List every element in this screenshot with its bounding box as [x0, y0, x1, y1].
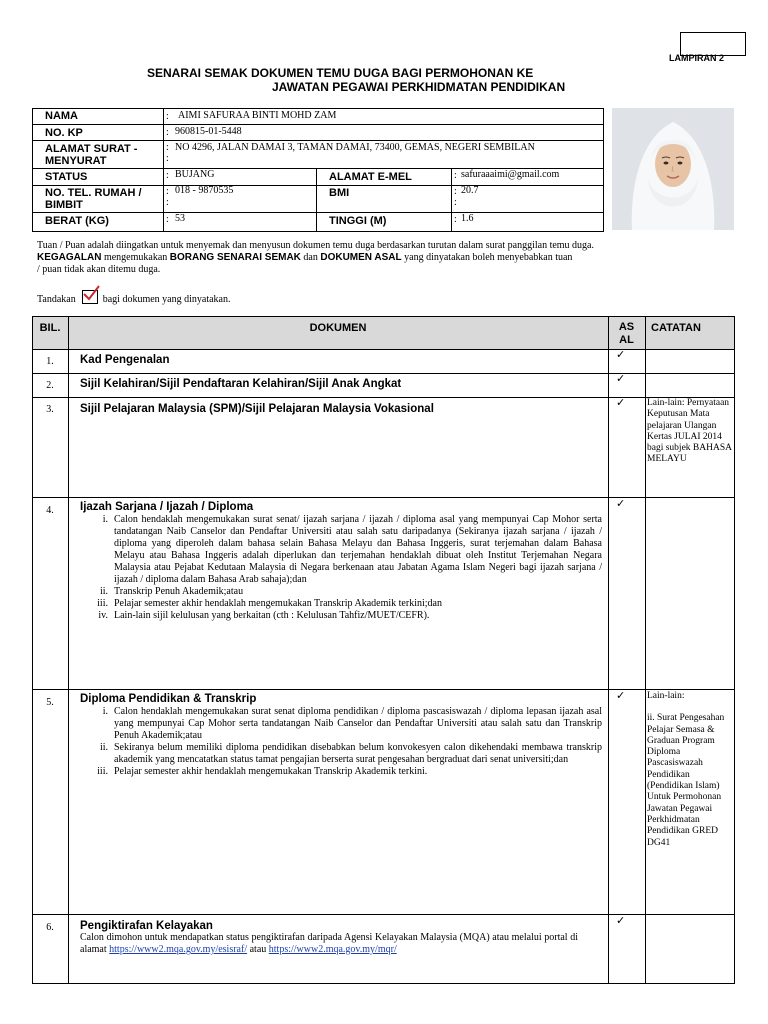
colon: :: [454, 214, 457, 225]
alamat-value: NO 4296, JALAN DAMAI 3, TAMAN DAMAI, 73400, GEMAS, NEGERI SEMBILAN: [175, 142, 535, 153]
row-title: Sijil Kelahiran/Sijil Pendaftaran Kelahiran/Sijil Anak Angkat: [80, 378, 402, 390]
catatan-note: Lain-lain: ii. Surat Pengesahan Pelajar Semasa & Graduan Program Diploma Pascasiswazah Pendidikan (Pendidikan Islam) Untuk Permohonan Jawatan Pegawai Perkhidmatan Pendidikan GRED DG41: [647, 691, 725, 848]
status-value: BUJANG: [175, 169, 215, 180]
catatan-note: Lain-lain: Pernyataan Keputusan Mata pelajaran Ulangan Kertas JULAI 2014 bagi subjek BAHASA MELAYU: [647, 398, 732, 465]
colon: : :: [166, 186, 169, 208]
list-item: ii. Transkrip Penuh Akademik;atau: [99, 586, 244, 597]
tinggi-value: 1.6: [461, 213, 474, 224]
col-header-catatan: CATATAN: [651, 322, 701, 334]
row-number: 6.: [46, 922, 54, 933]
tick-icon: ✓: [616, 914, 626, 927]
applicant-photo: [612, 108, 734, 230]
intro-line1: Tuan / Puan adalah diingatkan untuk menyemak dan menyusun dokumen temu duga berdasarkan turutan dalam surat panggilan temu duga.: [37, 240, 594, 251]
tel-label: NO. TEL. RUMAH / BIMBIT: [45, 187, 142, 211]
checkbox-tick-icon: [82, 290, 98, 304]
row-number: 3.: [46, 404, 54, 415]
col-header-dokumen: DOKUMEN: [309, 322, 367, 334]
row-text: Calon dimohon untuk mendapatkan status pengiktirafan daripada Agensi Kelayakan Malaysia (MQA) atau melalui portal di alamat https://www2.mqa.gov.my/esisraf/ atau https://www2.mqa.gov.my/mqr/: [80, 932, 578, 955]
intro-paragraph: [37, 240, 737, 276]
list-item: ii. Sekiranya belum memiliki diploma pendidikan disebabkan belum konvokesyen calon dikehendaki membawa transkrip akademik yang mencatatkan status tamat pengajian berserta surat pengesahan bergraduat dari senat universiti;dan: [99, 742, 602, 765]
berat-label: BERAT (KG): [45, 215, 109, 227]
colon: :: [454, 170, 457, 181]
colon: :: [166, 170, 169, 181]
tinggi-label: TINGGI (M): [329, 215, 387, 227]
col-header-asal: AS AL: [618, 321, 635, 346]
colon: : :: [454, 186, 457, 208]
row-number: 2.: [46, 380, 54, 391]
row-content: [80, 920, 578, 956]
colon: :: [166, 214, 169, 225]
lampiran-label: LAMPIRAN 2: [669, 53, 725, 63]
mqa-mqr-link[interactable]: https://www2.mqa.gov.my/mqr/: [268, 944, 397, 955]
alamat-label: ALAMAT SURAT - MENYURAT: [45, 143, 138, 167]
status-label: STATUS: [45, 171, 88, 183]
colon: :: [166, 111, 169, 122]
row-title: Sijil Pelajaran Malaysia (SPM)/Sijil Pelajaran Malaysia Vokasional: [80, 403, 434, 415]
list-item: i. Calon hendaklah mengemukakan surat senat diploma pendidikan / diploma pascasiswazah / diploma lepasan ijazah asal yang mempunyai Cap Mohor serta tandatangan Naib Canselor dan Pendaftar Universiti atau salah satu dan Transkrip Penuh Akademik;atau: [102, 706, 602, 741]
nama-value: AIMI SAFURAA BINTI MOHD ZAM: [178, 110, 337, 121]
list-item: iii. Pelajar semester akhir hendaklah mengemukakan Transkrip Akademik terkini;dan: [97, 598, 442, 609]
tick-icon: ✓: [616, 396, 626, 409]
nama-label: NAMA: [45, 110, 78, 122]
list-item: iv. Lain-lain sijil kelulusan yang berkaitan (cth : Kelulusan Tahfiz/MUET/CEFR).: [98, 610, 430, 621]
colon: :: [166, 127, 169, 138]
bmi-label: BMI: [329, 187, 350, 199]
profile-table: [32, 108, 604, 232]
intro-line3: / puan tidak akan ditemu duga.: [37, 264, 161, 275]
tick-icon: ✓: [616, 372, 626, 385]
colon: : :: [166, 142, 169, 164]
page-title-line2: JAWATAN PEGAWAI PERKHIDMATAN PENDIDIKAN: [272, 80, 566, 94]
row-title: Kad Pengenalan: [80, 354, 170, 366]
berat-value: 53: [175, 213, 185, 224]
row-title: Pengiktirafan Kelayakan: [80, 920, 213, 932]
tick-icon: ✓: [616, 497, 626, 510]
intro-line2: KEGAGALAN mengemukakan BORANG SENARAI SEMAK dan DOKUMEN ASAL yang dinyatakan boleh menyebabkan tuan: [37, 252, 573, 263]
tel-value: 018 - 9870535: [175, 185, 234, 196]
list-item: iii. Pelajar semester akhir hendaklah mengemukakan Transkrip Akademik terkini.: [97, 766, 428, 777]
col-header-bil: BIL.: [39, 322, 61, 334]
tandakan-instruction: Tandakan bagi dokumen yang dinyatakan.: [37, 290, 230, 306]
nokp-value: 960815-01-5448: [175, 126, 242, 137]
row-title: Ijazah Sarjana / Ijazah / Diploma: [80, 501, 254, 513]
emel-label: ALAMAT E-MEL: [329, 171, 412, 183]
nokp-label: NO. KP: [45, 127, 83, 139]
row-content: [80, 693, 602, 778]
row-title: Diploma Pendidikan & Transkrip: [80, 693, 257, 705]
row-number: 4.: [46, 505, 54, 516]
list-item: i. Calon hendaklah mengemukakan surat senat/ ijazah sarjana / ijazah / diploma asal yang mempunyai Cap Mohor serta tandatangan Naib Canselor dan Pendaftar Universiti atau salah satu daripadanya (Sekiranya ijazah sarjana / ijazah / diploma yang diperoleh dalam bahasa selain Bahasa Melayu dan Bahasa Inggeris, surat terjemahan dalam Bahasa Melayu atau Bahasa Inggeris adalah diperlukan dan terjemahan hendaklah dibuat oleh Institut Terjemahan Negara Malaysia atau Pejabat Kedutaan Malaysia di Negara berkenaan atau Jabatan Agama Islam Negeri bagi ijazah sarjana / ijazah / diploma dalam Bahasa Arab sahaja);dan: [102, 514, 602, 585]
checklist-table: [32, 316, 735, 984]
tick-icon: ✓: [616, 689, 626, 702]
row-number: 5.: [46, 697, 54, 708]
mqa-esisraf-link[interactable]: https://www2.mqa.gov.my/esisraf/: [109, 944, 248, 955]
row-number: 1.: [46, 356, 54, 367]
emel-value: safuraaaimi@gmail.com: [461, 169, 560, 180]
row-content: [80, 501, 602, 622]
tick-icon: ✓: [616, 348, 626, 361]
page-title-line1: SENARAI SEMAK DOKUMEN TEMU DUGA BAGI PERMOHONAN KE: [147, 66, 534, 80]
bmi-value: 20.7: [461, 185, 479, 196]
